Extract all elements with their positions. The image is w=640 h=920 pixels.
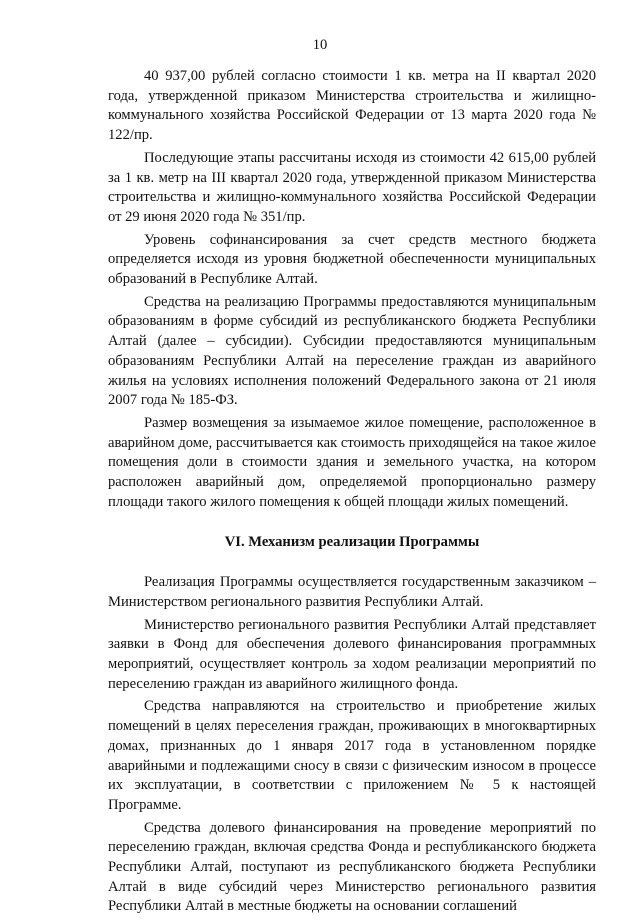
paragraph: Министерство регионального развития Республики Алтай представляет заявки в Фонд для обеспечения долевого финансирования программных мероприятий, осуществляет контроль за ходом реализации мероприятий по переселению граждан из аварийного жилищного фонда. <box>108 616 596 692</box>
section-heading: VI. Механизм реализации Программы <box>224 534 480 551</box>
paragraph: Средства направляются на строительство и приобретение жилых помещений в целях переселения граждан, проживающих в многоквартирных домах, признанных до 1 января 2017 года в установленном порядке аварийными и подлежащими сносу в связи с физическим износом в процессе их эксплуатации, в соответствии с приложением № 5 к настоящей Программе. <box>108 698 596 813</box>
paragraph: Уровень софинансирования за счет средств местного бюджета определяется исходя из уровня бюджетной обеспеченности муниципальных образований в Республике Алтай. <box>108 231 596 288</box>
paragraph: Размер возмещения за изымаемое жилое помещение, расположенное в аварийном доме, рассчитывается как стоимость приходящейся на такое жилое помещения доли в стоимости здания и земельного участка, на котором расположен аварийный дом, определяемой пропорционально размеру площади такого жилого помещения к общей площади жилых помещений. <box>108 414 596 510</box>
paragraph: Последующие этапы рассчитаны исходя из стоимости 42 615,00 рублей за 1 кв. метр на III квартал 2020 года, утвержденной приказом Министерства строительства и жилищно-коммунального хозяйства Российской Федерации от 29 июня 2020 года № 351/пр. <box>108 149 596 225</box>
paragraph: Реализация Программы осуществляется государственным заказчиком – Министерством регионального развития Республики Алтай. <box>108 574 596 610</box>
paragraph: 40 937,00 рублей согласно стоимости 1 кв. метра на II квартал 2020 года, утвержденной приказом Министерства строительства и жилищно-коммунального хозяйства Российской Федерации от 13 марта 2020 года № 122/пр. <box>108 68 596 144</box>
paragraph: Средства на реализацию Программы предоставляются муниципальным образованиям в форме субсидий из республиканского бюджета Республики Алтай (далее – субсидии). Субсидии предоставляются муниципальным образованиям Республики Алтай на переселение граждан из аварийного жилья на условиях исполнения положений Федерального закона от 21 июля 2007 года № 185-ФЗ. <box>108 293 596 409</box>
document-body <box>108 67 596 920</box>
page-number: 10 <box>312 37 328 53</box>
paragraph: Средства долевого финансирования на проведение мероприятий по переселению граждан, включая средства Фонда и республиканского бюджета Республики Алтай, поступают из республиканского бюджета Республики Алтай в виде субсидий через Министерство регионального развития Республики Алтай в местные бюджеты на основании соглашений <box>108 819 596 915</box>
